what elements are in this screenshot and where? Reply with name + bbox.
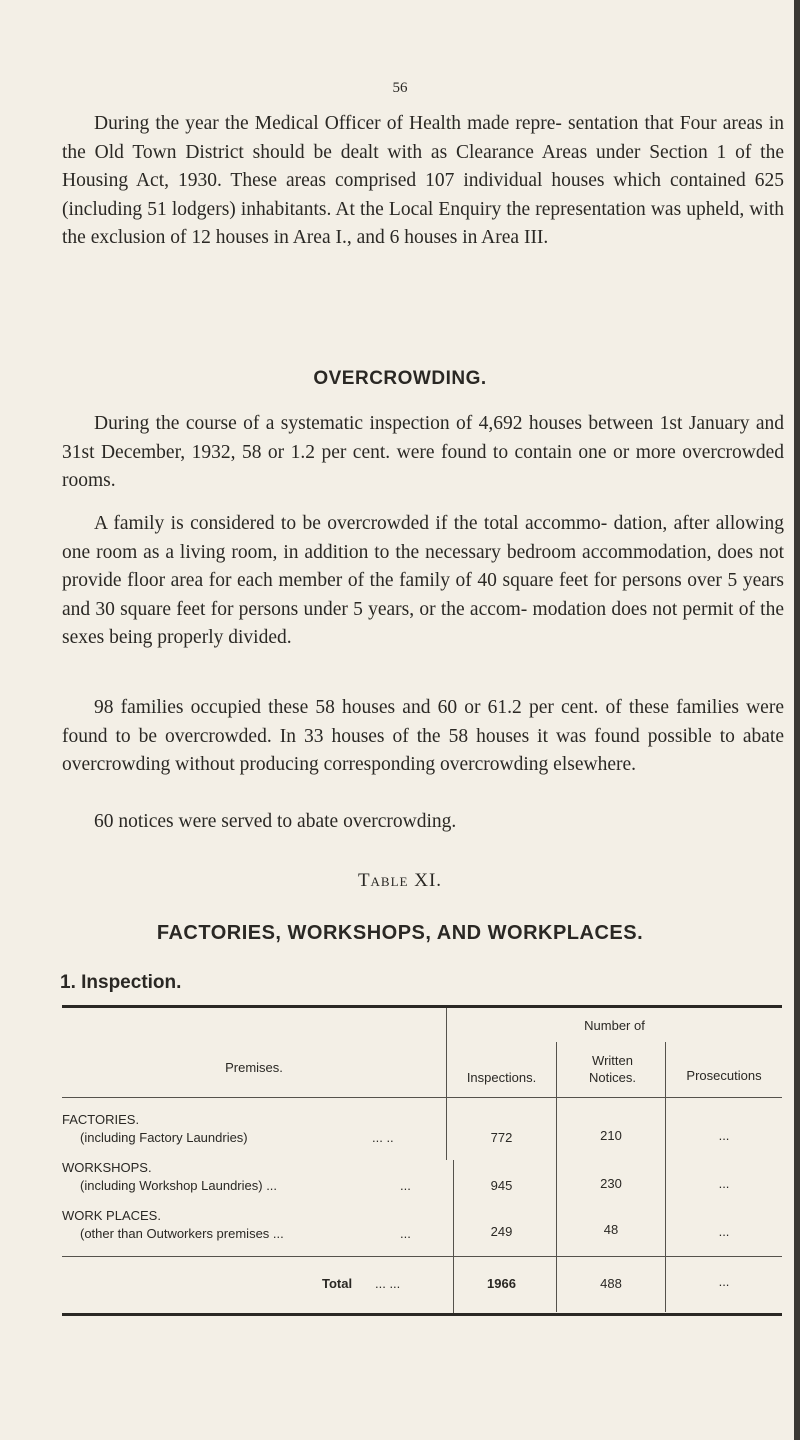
header-rule-inspections xyxy=(447,1097,557,1098)
row-premises-detail: (including Workshop Laundries) ... xyxy=(80,1178,278,1193)
number-of-header: Number of xyxy=(584,1018,645,1033)
total-label: Total xyxy=(322,1276,353,1291)
overcrowding-paragraph-2: A family is considered to be overcrowded if the total accommo- dation, after allowing one room as a living room, in addition to the necessary bedroom accommodation, does not provide floor area for each member of the family of 40 square feet for persons over 5 years and 30 square feet for persons under 5 years, or the accom- modation does not permit of the sexes being properly divided. xyxy=(62,513,784,648)
total-rule xyxy=(62,1256,782,1257)
overcrowding-paragraph-3: 98 families occupied these 58 houses and 60 or 61.2 per cent. of these families were found to be overcrowded. In 33 houses of the 58 houses it was found possible to abate overcrowding without producing corresponding overcrowding elsewhere. xyxy=(62,697,784,775)
total-written-notices: 488 xyxy=(600,1276,622,1291)
row-leaders: ... .. xyxy=(372,1130,394,1145)
page-number: 56 xyxy=(392,80,408,96)
prosecutions-header: Prosecutions xyxy=(686,1068,762,1083)
overcrowding-heading: OVERCROWDING. xyxy=(313,368,487,389)
written-notices-header: Written Notices. xyxy=(589,1053,636,1085)
row-written-notices: 210 xyxy=(600,1128,622,1143)
inspections-header: Inspections. xyxy=(466,1070,537,1085)
row-premises-detail: (other than Outworkers premises ... xyxy=(80,1226,284,1241)
row-leaders: ... xyxy=(400,1178,411,1193)
row-leaders: ... xyxy=(400,1226,411,1241)
row-premises-detail: (including Factory Laundries) xyxy=(80,1130,248,1145)
row-inspections: 945 xyxy=(490,1178,513,1193)
inspection-heading: 1. Inspection. xyxy=(60,972,182,993)
table-top-rule xyxy=(62,1005,782,1008)
total-prosecutions: ... xyxy=(718,1274,730,1289)
total-leaders: ... ... xyxy=(375,1276,401,1291)
table-bottom-rule xyxy=(62,1313,782,1316)
row-prosecutions: ... xyxy=(718,1128,730,1143)
total-inspections: 1966 xyxy=(487,1276,516,1291)
row-premises-name: FACTORIES. xyxy=(62,1112,140,1127)
row-premises-name: WORKSHOPS. xyxy=(62,1160,152,1175)
page-edge-shadow xyxy=(794,0,800,1440)
header-rule-notices xyxy=(557,1097,665,1098)
clearance-areas-paragraph: During the year the Medical Officer of Health made repre- sentation that Four areas in the Old Town District should be dealt with as Clearance Areas under Section 1 of the Housing Act, 1930. These areas comprised 107 individual houses which contained 625 (including 51 lodgers) inhabitants. At the Local Enquiry the representation was upheld, with the exclusion of 12 houses in Area I., and 6 houses in Area III. xyxy=(62,113,784,248)
row-inspections: 772 xyxy=(490,1130,513,1145)
overcrowding-paragraph-4: 60 notices were served to abate overcrowding. xyxy=(94,811,457,832)
row-inspections: 249 xyxy=(490,1224,513,1239)
row-premises-name: WORK PLACES. xyxy=(62,1208,161,1223)
row-prosecutions: ... xyxy=(718,1176,730,1191)
header-rule-premises xyxy=(62,1097,447,1098)
header-rule-prosecutions xyxy=(665,1097,782,1098)
premises-header: Premises. xyxy=(225,1060,283,1075)
table-caption: Table XI. xyxy=(357,870,443,891)
overcrowding-paragraph-1: During the course of a systematic inspection of 4,692 houses between 1st January and 31st December, 1932, 58 or 1.2 per cent. were found to contain one or more overcrowded rooms. xyxy=(62,413,784,491)
row-prosecutions: ... xyxy=(718,1224,730,1239)
row-written-notices: 230 xyxy=(600,1176,622,1191)
row-written-notices: 48 xyxy=(603,1222,619,1237)
factories-heading: FACTORIES, WORKSHOPS, AND WORKPLACES. xyxy=(156,922,644,944)
